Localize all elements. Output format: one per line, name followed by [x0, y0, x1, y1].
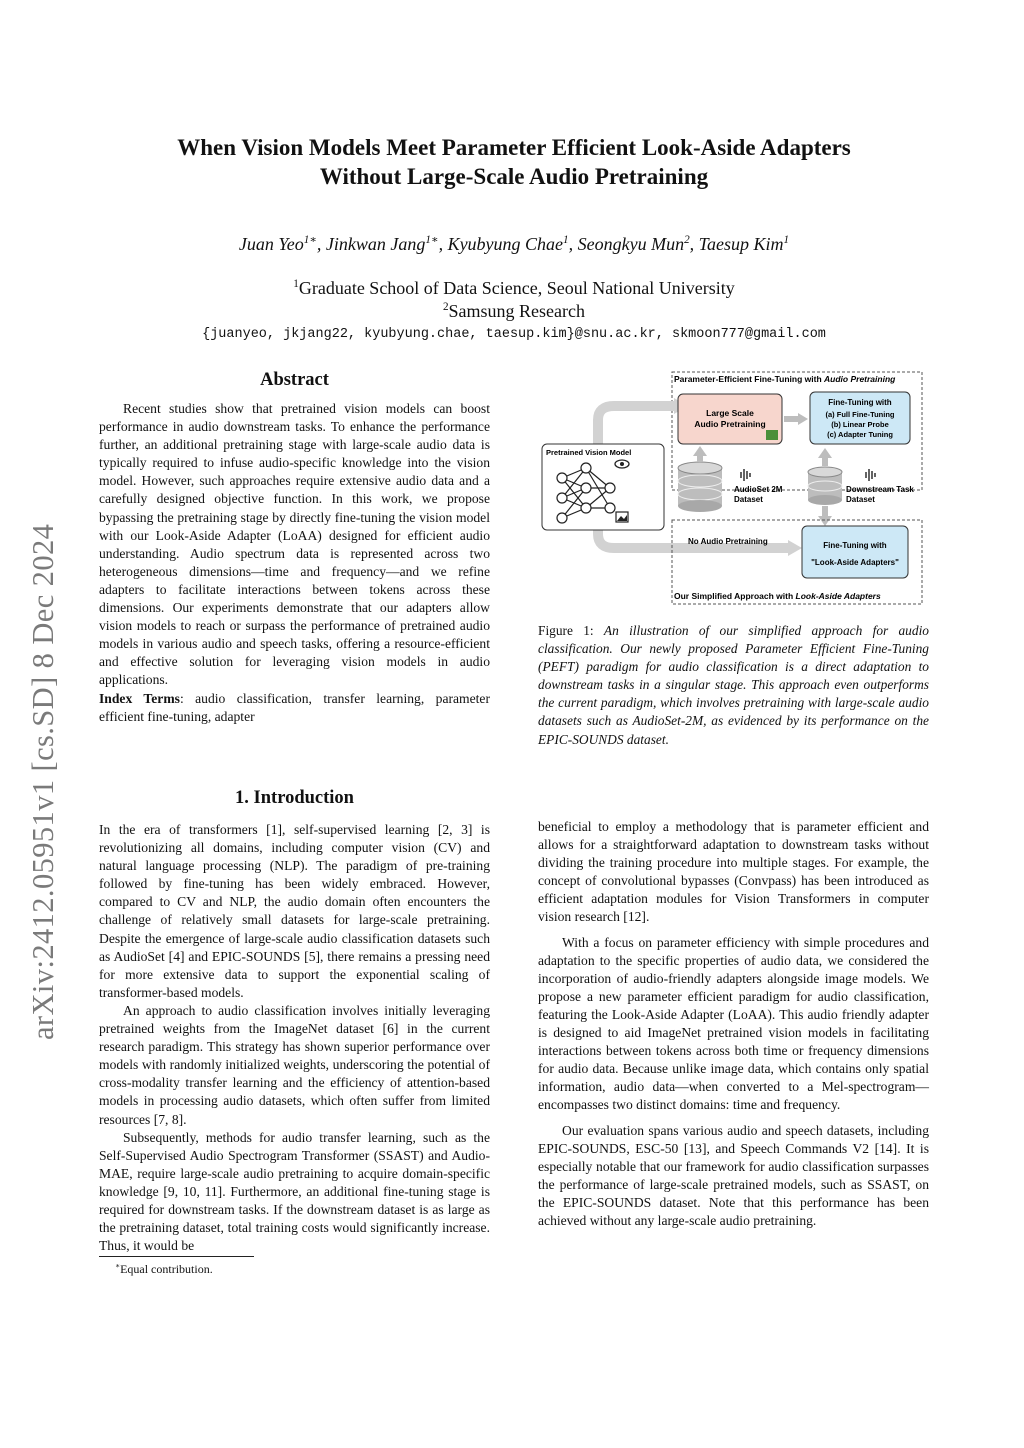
author-sup: 1∗	[425, 234, 439, 246]
frame-top-label: Parameter-Efficient Fine-Tuning with Audio Pretraining	[674, 374, 896, 384]
look-aside-box	[802, 526, 908, 578]
author-emails: {juanyeo, jkjang22, kyubyung.chae, taesup.kim}@snu.ac.kr, skmoon777@gmail.com	[202, 327, 826, 342]
figure-1-caption	[538, 622, 929, 749]
author-sup: 2	[684, 234, 690, 246]
caption-text: An illustration of our simplified approach for audio classification. Our newly proposed Parameter Efficient Fine-Tuning (PEFT) paradigm for audio classification is a direct adaptation to downstream tasks in a singular stage. This approach even outperforms the current paradigm, which involves pretraining with large-scale audio datasets such as AudioSet-2M, as evidenced by its performance on the EPIC-SOUNDS dataset.	[538, 623, 929, 747]
downstream-database-icon	[808, 467, 842, 505]
ft-title: Fine-Tuning with	[828, 398, 892, 407]
footnote-text: Equal contribution.	[120, 1262, 213, 1276]
affiliation-sup: 1	[293, 278, 299, 290]
look-aside-title: Fine-Tuning with	[823, 541, 887, 550]
footnote-mark: ∗	[115, 1261, 121, 1270]
title-line-1: When Vision Models Meet Parameter Efficient Look-Aside Adapters	[177, 135, 851, 160]
intro-paragraph-5: With a focus on parameter efficiency with simple procedures and adaptation to the specific properties of audio data, we considered the incorporation of audio-friendly adapters alongside image models. We propose a new parameter efficient paradigm for audio classification, featuring the Look-Aside Adapter (LoAA). This audio friendly adapter is designed to aid ImageNet pretrained vision models in facilitating interactions between tokens across both time or frequency dimensions for audio data. Because unlike image data, which contains only spatial information, audio data—when converted to a Mel-spectrogram—encompasses two distinct domains: time and frequency.	[538, 934, 929, 1113]
downstream-label-2: Dataset	[846, 495, 875, 504]
ft-option-c: (c) Adapter Tuning	[827, 430, 893, 439]
intro-paragraph-1: In the era of transformers [1], self-supervised learning [2, 3] is revolutionizing all domains, including computer vision (CV) and natural language processing (NLP). The paradigm of pre-training followed by fine-tuning has been widely embraced. However, compared to CV and NLP, the audio domain often encounters the challenge of relatively small datasets for large-scale pretraining. Despite the emergence of large-scale audio classification datasets such as AudioSet [4] and EPIC-SOUNDS [5], there remains a pressing need for more extensive data to support the exponential scaling of transformer-based models.	[99, 822, 490, 1000]
arxiv-stamp: arXiv:2412.05951v1 [cs.SD] 8 Dec 2024	[26, 523, 60, 1040]
audio-wave-icon	[741, 469, 750, 481]
author: Jinkwan Jang	[325, 234, 426, 254]
author: Seongkyu Mun	[577, 234, 685, 254]
arrow-bottom-head	[788, 540, 802, 556]
vision-model-label: Pretrained Vision Model	[546, 448, 632, 457]
arrow-up-2-head	[818, 448, 832, 458]
look-aside-label: "Look-Aside Adapters"	[811, 558, 899, 567]
affiliation	[100, 300, 928, 323]
author: Taesup Kim	[698, 234, 784, 254]
audioset-label-2: Dataset	[734, 495, 763, 504]
affiliation	[100, 277, 928, 300]
author-sup: 1	[783, 234, 790, 246]
figure-1-diagram	[538, 368, 930, 608]
audio-pretraining-label: Audio Pretraining	[694, 419, 766, 429]
affiliation-text: Graduate School of Data Science, Seoul National University	[298, 278, 735, 298]
downstream-label-1: Downstream Task	[846, 485, 914, 494]
arrow-mid-head	[798, 413, 808, 425]
affiliation-text: Samsung Research	[448, 301, 586, 321]
frame-bottom-label: Our Simplified Approach with Look-Aside Adapters	[674, 591, 881, 601]
introduction-continued	[538, 818, 929, 1230]
introduction-section	[99, 788, 490, 1255]
ft-option-b: (b) Linear Probe	[831, 420, 889, 429]
author: Kyubyung Chae	[447, 234, 564, 254]
pretraining-icon	[766, 430, 778, 440]
footnote	[115, 1262, 213, 1277]
intro-paragraph-4: beneficial to employ a methodology that is parameter efficient and allows for a straightforward adaptation to downstream tasks without dividing the training procedure into multiple stages. For example, the concept of convolutional bypasses (Convpass) has been introduced as efficient adaptation modules for Vision Transformers in computer vision research [12].	[538, 819, 929, 925]
caption-label: Figure 1:	[538, 623, 604, 638]
index-terms	[99, 690, 490, 726]
abstract-section	[99, 370, 490, 726]
affiliations	[100, 277, 928, 323]
intro-paragraph-3: Subsequently, methods for audio transfer learning, such as the Self-Supervised Audio Spectrogram Transformer (SSAST) and Audio-MAE, require large-scale audio pretraining to acquire domain-specific knowledge [9, 10, 11]. Furthermore, an additional fine-tuning stage is required for downstream tasks. If the downstream dataset is as large as the pretraining dataset, total training costs would significantly increase. Thus, it would be	[99, 1129, 490, 1254]
introduction-heading: 1. Introduction	[235, 788, 354, 808]
no-audio-label: No Audio Pretraining	[688, 537, 768, 546]
abstract-heading: Abstract	[260, 370, 329, 390]
ft-option-a: (a) Full Fine-Tuning	[825, 410, 895, 419]
arrow-top	[598, 406, 676, 446]
arrow-up-1-head	[693, 446, 707, 456]
author: Juan Yeo	[238, 234, 304, 254]
audioset-label-1: AudioSet 2M	[734, 485, 783, 494]
paper-title	[100, 133, 928, 191]
title-line-2: Without Large-Scale Audio Pretraining	[319, 164, 709, 189]
abstract-text: Recent studies show that pretrained vision models can boost performance in audio downstream tasks. To enhance the performance further, an additional pretraining stage with large-scale audio data is typically required to infuse audio-specific knowledge into the vision model. However, such approaches require extensive audio data and a carefully designed objective function. In this work, we propose bypassing the pretraining stage by directly fine-tuning the vision model with our Look-Aside Adapter (LoAA) designed for efficient audio understanding. Audio spectrum data is represented across two heterogeneous dimensions—time and frequency—and we refine adapters to facilitate interactions between tokens across these dimensions. Our experiments demonstrate that our adapters allow vision models to reach or surpass the performance of pretrained audio models in various audio and speech tasks, offering a resource-efficient and effective solution for leveraging vision models in audio applications.	[99, 401, 490, 688]
index-terms-label: Index Terms	[99, 690, 180, 706]
affiliation-sup: 2	[442, 301, 449, 313]
audio-wave-icon-2	[866, 469, 875, 481]
index-terms-text: : audio classification, transfer learning, parameter efficient fine-tuning, adapter	[99, 690, 490, 724]
intro-paragraph-2: An approach to audio classification involves initially leveraging pretrained weights from the ImageNet dataset [6] in the current research paradigm. This strategy has shown superior performance over models with randomly initialized weights, underscoring the potential of cross-modality transfer learning and the efficiency of attention-based models in processing audio datasets, which often suffer from limited resources [7, 8].	[99, 1002, 490, 1127]
audioset-database-icon	[678, 462, 722, 512]
figure-1	[538, 368, 930, 608]
arrow-down-2-head	[818, 516, 832, 526]
large-scale-label: Large Scale	[706, 408, 754, 418]
intro-paragraph-6: Our evaluation spans various audio and speech datasets, including EPIC-SOUNDS, ESC-50 [13], and Speech Commands V2 [14]. It is especially notable that our framework for audio classification surpasses the performance of large-scale pretrained models, such as SSAST, on the EPIC-SOUNDS dataset. Note that this performance has been achieved without any large-scale audio pretraining.	[538, 1122, 929, 1228]
author-list: Juan Yeo$^{1∗}$, Jinkwan Jang$^{1∗}$, Kyubyung Chae$^1$, Seongkyu Mun$^2$, Taesup Kim$^1$	[238, 234, 790, 254]
author-sup: 1	[563, 234, 569, 246]
author-sup: 1∗	[303, 234, 317, 246]
footnote-rule	[99, 1256, 254, 1257]
